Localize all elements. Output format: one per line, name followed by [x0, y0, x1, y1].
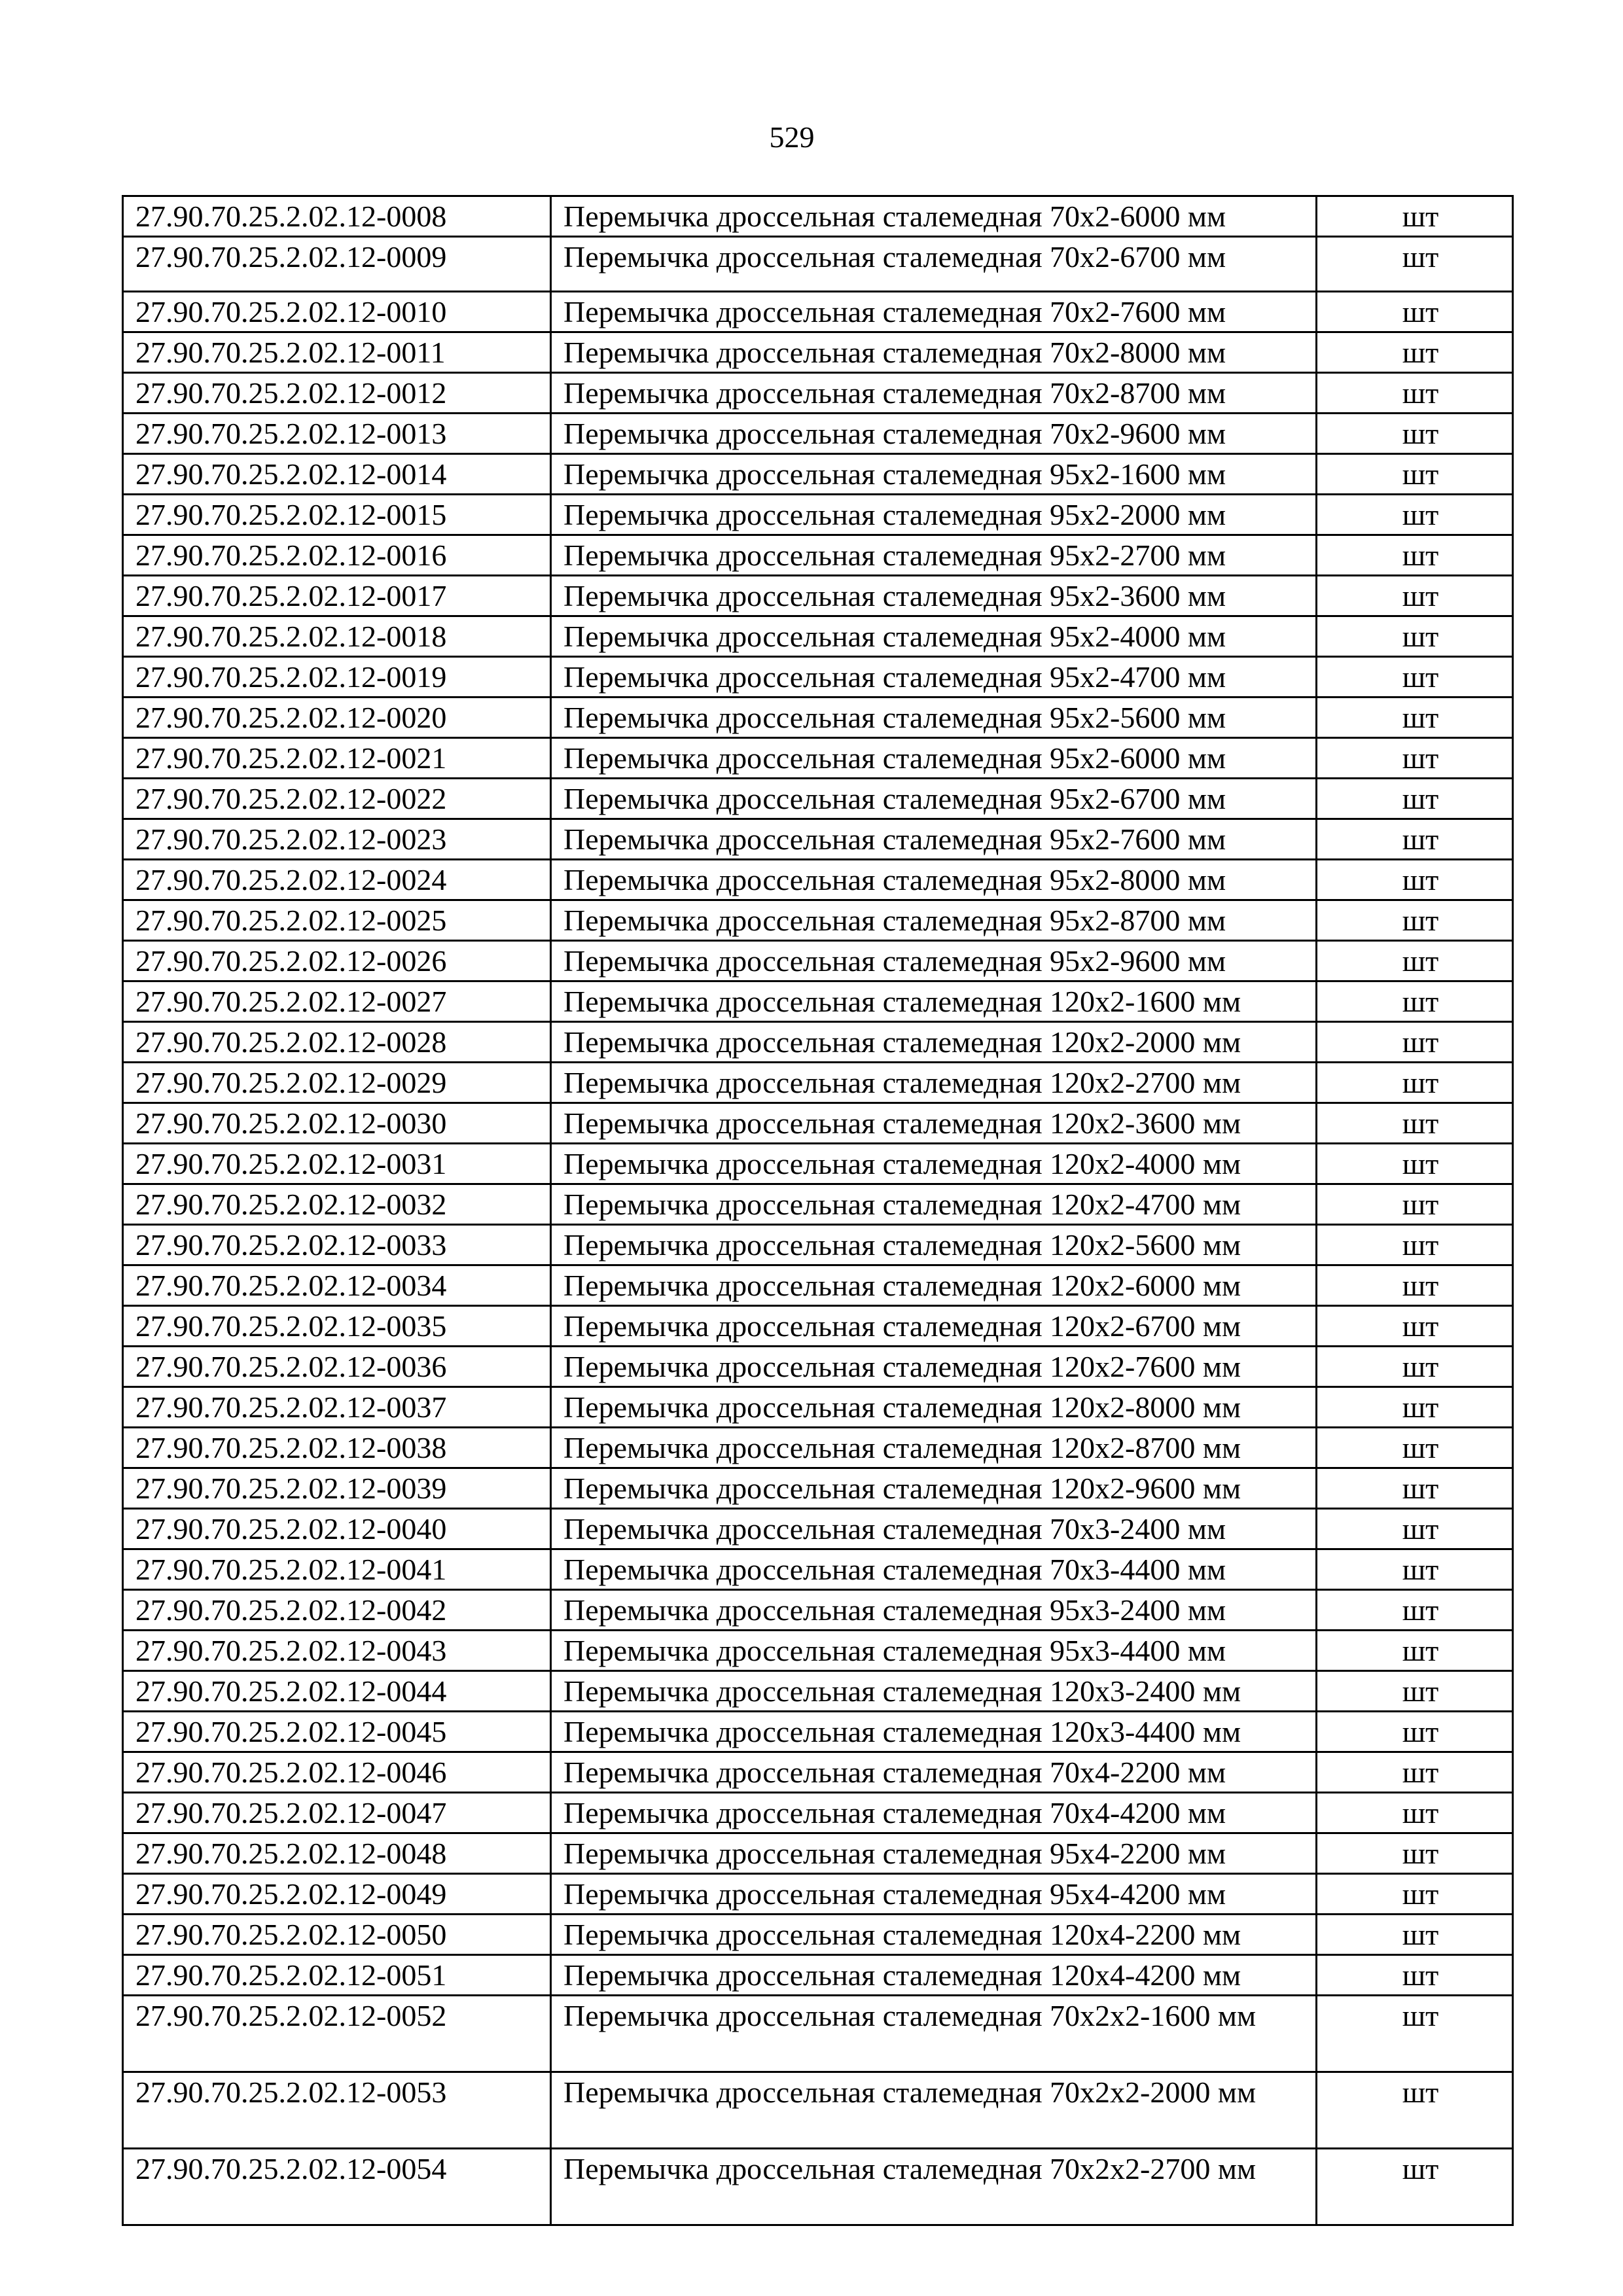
- table-row: [123, 657, 1513, 698]
- item-code-cell: 27.90.70.25.2.02.12-0025: [123, 900, 551, 941]
- item-name-cell: Перемычка дроссельная сталемедная 120х2-1600 мм: [551, 981, 1317, 1022]
- item-unit-cell: шт: [1317, 1022, 1513, 1063]
- item-name-cell: Перемычка дроссельная сталемедная 95х2-4700 мм: [551, 657, 1317, 698]
- item-name-cell: Перемычка дроссельная сталемедная 95х2-3600 мм: [551, 576, 1317, 616]
- table-row: [123, 779, 1513, 819]
- item-unit-cell: шт: [1317, 414, 1513, 454]
- item-name-cell: Перемычка дроссельная сталемедная 70х2х2-1600 мм: [551, 1996, 1317, 2072]
- item-code-cell: 27.90.70.25.2.02.12-0050: [123, 1915, 551, 1955]
- item-unit-cell: шт: [1317, 900, 1513, 941]
- item-code-cell: 27.90.70.25.2.02.12-0054: [123, 2149, 551, 2225]
- table-row: [123, 535, 1513, 576]
- item-name-cell: Перемычка дроссельная сталемедная 120х2-2700 мм: [551, 1063, 1317, 1103]
- item-unit-cell: шт: [1317, 1590, 1513, 1631]
- table-row: [123, 576, 1513, 616]
- table-row: [123, 1955, 1513, 1996]
- table-row: [123, 1265, 1513, 1306]
- catalog-table-body: [123, 196, 1513, 2225]
- item-unit-cell: шт: [1317, 1509, 1513, 1549]
- item-name-cell: Перемычка дроссельная сталемедная 70х3-2400 мм: [551, 1509, 1317, 1549]
- item-code-cell: 27.90.70.25.2.02.12-0018: [123, 616, 551, 657]
- table-row: [123, 616, 1513, 657]
- item-code-cell: 27.90.70.25.2.02.12-0026: [123, 941, 551, 981]
- item-name-cell: Перемычка дроссельная сталемедная 70х2-6000 мм: [551, 196, 1317, 237]
- item-code-cell: 27.90.70.25.2.02.12-0009: [123, 237, 551, 292]
- table-row: [123, 1549, 1513, 1590]
- item-code-cell: 27.90.70.25.2.02.12-0044: [123, 1671, 551, 1712]
- page-number: 529: [769, 120, 815, 154]
- item-name-cell: Перемычка дроссельная сталемедная 120х4-4200 мм: [551, 1955, 1317, 1996]
- table-row: [123, 1915, 1513, 1955]
- item-code-cell: 27.90.70.25.2.02.12-0021: [123, 738, 551, 779]
- table-row: [123, 1063, 1513, 1103]
- item-code-cell: 27.90.70.25.2.02.12-0024: [123, 860, 551, 900]
- item-name-cell: Перемычка дроссельная сталемедная 95х2-8700 мм: [551, 900, 1317, 941]
- item-name-cell: Перемычка дроссельная сталемедная 95х2-5600 мм: [551, 698, 1317, 738]
- item-unit-cell: шт: [1317, 616, 1513, 657]
- item-code-cell: 27.90.70.25.2.02.12-0042: [123, 1590, 551, 1631]
- item-name-cell: Перемычка дроссельная сталемедная 120х3-2400 мм: [551, 1671, 1317, 1712]
- table-row: [123, 495, 1513, 535]
- item-unit-cell: шт: [1317, 495, 1513, 535]
- item-name-cell: Перемычка дроссельная сталемедная 70х2х2-2000 мм: [551, 2072, 1317, 2149]
- table-row: [123, 1184, 1513, 1225]
- item-name-cell: Перемычка дроссельная сталемедная 120х2-9600 мм: [551, 1468, 1317, 1509]
- item-code-cell: 27.90.70.25.2.02.12-0028: [123, 1022, 551, 1063]
- table-row: [123, 1347, 1513, 1387]
- item-unit-cell: шт: [1317, 1549, 1513, 1590]
- table-row: [123, 698, 1513, 738]
- table-row: [123, 2149, 1513, 2225]
- item-code-cell: 27.90.70.25.2.02.12-0035: [123, 1306, 551, 1347]
- item-code-cell: 27.90.70.25.2.02.12-0041: [123, 1549, 551, 1590]
- item-unit-cell: шт: [1317, 1103, 1513, 1144]
- item-code-cell: 27.90.70.25.2.02.12-0039: [123, 1468, 551, 1509]
- item-unit-cell: шт: [1317, 779, 1513, 819]
- item-code-cell: 27.90.70.25.2.02.12-0016: [123, 535, 551, 576]
- item-code-cell: 27.90.70.25.2.02.12-0047: [123, 1793, 551, 1833]
- item-name-cell: Перемычка дроссельная сталемедная 120х2-5600 мм: [551, 1225, 1317, 1265]
- item-code-cell: 27.90.70.25.2.02.12-0040: [123, 1509, 551, 1549]
- item-unit-cell: шт: [1317, 1793, 1513, 1833]
- item-unit-cell: шт: [1317, 1225, 1513, 1265]
- item-unit-cell: шт: [1317, 196, 1513, 237]
- item-name-cell: Перемычка дроссельная сталемедная 70х2-6700 мм: [551, 237, 1317, 292]
- item-code-cell: 27.90.70.25.2.02.12-0046: [123, 1752, 551, 1793]
- item-unit-cell: шт: [1317, 698, 1513, 738]
- item-unit-cell: шт: [1317, 373, 1513, 414]
- item-name-cell: Перемычка дроссельная сталемедная 95х3-2400 мм: [551, 1590, 1317, 1631]
- item-name-cell: Перемычка дроссельная сталемедная 120х2-4000 мм: [551, 1144, 1317, 1184]
- item-code-cell: 27.90.70.25.2.02.12-0038: [123, 1428, 551, 1468]
- item-unit-cell: шт: [1317, 860, 1513, 900]
- table-row: [123, 1874, 1513, 1915]
- item-code-cell: 27.90.70.25.2.02.12-0022: [123, 779, 551, 819]
- item-name-cell: Перемычка дроссельная сталемедная 120х2-4700 мм: [551, 1184, 1317, 1225]
- table-row: [123, 738, 1513, 779]
- table-row: [123, 981, 1513, 1022]
- item-name-cell: Перемычка дроссельная сталемедная 95х2-6000 мм: [551, 738, 1317, 779]
- table-row: [123, 292, 1513, 332]
- table-row: [123, 414, 1513, 454]
- table-row: [123, 1468, 1513, 1509]
- item-name-cell: Перемычка дроссельная сталемедная 95х4-4200 мм: [551, 1874, 1317, 1915]
- item-unit-cell: шт: [1317, 819, 1513, 860]
- table-row: [123, 454, 1513, 495]
- table-row: [123, 1671, 1513, 1712]
- item-code-cell: 27.90.70.25.2.02.12-0036: [123, 1347, 551, 1387]
- item-name-cell: Перемычка дроссельная сталемедная 70х4-2200 мм: [551, 1752, 1317, 1793]
- item-code-cell: 27.90.70.25.2.02.12-0049: [123, 1874, 551, 1915]
- item-unit-cell: шт: [1317, 941, 1513, 981]
- item-unit-cell: шт: [1317, 1712, 1513, 1752]
- item-unit-cell: шт: [1317, 576, 1513, 616]
- item-unit-cell: шт: [1317, 1265, 1513, 1306]
- table-row: [123, 1509, 1513, 1549]
- table-row: [123, 819, 1513, 860]
- item-code-cell: 27.90.70.25.2.02.12-0011: [123, 332, 551, 373]
- table-row: [123, 1103, 1513, 1144]
- table-row: [123, 1387, 1513, 1428]
- item-unit-cell: шт: [1317, 1144, 1513, 1184]
- item-code-cell: 27.90.70.25.2.02.12-0031: [123, 1144, 551, 1184]
- table-row: [123, 1752, 1513, 1793]
- item-unit-cell: шт: [1317, 1387, 1513, 1428]
- item-unit-cell: шт: [1317, 1671, 1513, 1712]
- item-unit-cell: шт: [1317, 292, 1513, 332]
- item-unit-cell: шт: [1317, 1833, 1513, 1874]
- table-row: [123, 1225, 1513, 1265]
- item-code-cell: 27.90.70.25.2.02.12-0019: [123, 657, 551, 698]
- item-code-cell: 27.90.70.25.2.02.12-0014: [123, 454, 551, 495]
- table-row: [123, 237, 1513, 292]
- catalog-table: [122, 195, 1514, 2226]
- item-unit-cell: шт: [1317, 1306, 1513, 1347]
- item-name-cell: Перемычка дроссельная сталемедная 95х2-7600 мм: [551, 819, 1317, 860]
- item-code-cell: 27.90.70.25.2.02.12-0037: [123, 1387, 551, 1428]
- table-row: [123, 860, 1513, 900]
- item-code-cell: 27.90.70.25.2.02.12-0051: [123, 1955, 551, 1996]
- item-name-cell: Перемычка дроссельная сталемедная 120х2-6000 мм: [551, 1265, 1317, 1306]
- item-unit-cell: шт: [1317, 981, 1513, 1022]
- item-name-cell: Перемычка дроссельная сталемедная 95х2-2000 мм: [551, 495, 1317, 535]
- table-row: [123, 196, 1513, 237]
- item-code-cell: 27.90.70.25.2.02.12-0043: [123, 1631, 551, 1671]
- table-row: [123, 941, 1513, 981]
- item-code-cell: 27.90.70.25.2.02.12-0029: [123, 1063, 551, 1103]
- table-row: [123, 1712, 1513, 1752]
- item-code-cell: 27.90.70.25.2.02.12-0045: [123, 1712, 551, 1752]
- table-row: [123, 900, 1513, 941]
- item-name-cell: Перемычка дроссельная сталемедная 95х4-2200 мм: [551, 1833, 1317, 1874]
- item-unit-cell: шт: [1317, 1752, 1513, 1793]
- table-row: [123, 1144, 1513, 1184]
- table-row: [123, 1428, 1513, 1468]
- item-code-cell: 27.90.70.25.2.02.12-0010: [123, 292, 551, 332]
- item-name-cell: Перемычка дроссельная сталемедная 120х2-7600 мм: [551, 1347, 1317, 1387]
- item-code-cell: 27.90.70.25.2.02.12-0020: [123, 698, 551, 738]
- item-name-cell: Перемычка дроссельная сталемедная 95х2-1600 мм: [551, 454, 1317, 495]
- item-name-cell: Перемычка дроссельная сталемедная 95х2-6700 мм: [551, 779, 1317, 819]
- item-unit-cell: шт: [1317, 2149, 1513, 2225]
- item-name-cell: Перемычка дроссельная сталемедная 120х4-2200 мм: [551, 1915, 1317, 1955]
- table-row: [123, 373, 1513, 414]
- item-code-cell: 27.90.70.25.2.02.12-0013: [123, 414, 551, 454]
- item-code-cell: 27.90.70.25.2.02.12-0012: [123, 373, 551, 414]
- item-code-cell: 27.90.70.25.2.02.12-0008: [123, 196, 551, 237]
- item-unit-cell: шт: [1317, 1631, 1513, 1671]
- item-code-cell: 27.90.70.25.2.02.12-0034: [123, 1265, 551, 1306]
- item-name-cell: Перемычка дроссельная сталемедная 120х2-8000 мм: [551, 1387, 1317, 1428]
- table-row: [123, 1833, 1513, 1874]
- item-name-cell: Перемычка дроссельная сталемедная 120х2-6700 мм: [551, 1306, 1317, 1347]
- item-name-cell: Перемычка дроссельная сталемедная 120х2-8700 мм: [551, 1428, 1317, 1468]
- item-code-cell: 27.90.70.25.2.02.12-0030: [123, 1103, 551, 1144]
- table-row: [123, 1590, 1513, 1631]
- item-unit-cell: шт: [1317, 1468, 1513, 1509]
- item-unit-cell: шт: [1317, 2072, 1513, 2149]
- item-name-cell: Перемычка дроссельная сталемедная 95х3-4400 мм: [551, 1631, 1317, 1671]
- item-name-cell: Перемычка дроссельная сталемедная 95х2-9600 мм: [551, 941, 1317, 981]
- item-code-cell: 27.90.70.25.2.02.12-0032: [123, 1184, 551, 1225]
- item-unit-cell: шт: [1317, 657, 1513, 698]
- item-unit-cell: шт: [1317, 1955, 1513, 1996]
- item-unit-cell: шт: [1317, 237, 1513, 292]
- item-name-cell: Перемычка дроссельная сталемедная 95х2-8000 мм: [551, 860, 1317, 900]
- item-unit-cell: шт: [1317, 1915, 1513, 1955]
- table-row: [123, 1996, 1513, 2072]
- item-unit-cell: шт: [1317, 1996, 1513, 2072]
- item-name-cell: Перемычка дроссельная сталемедная 70х3-4400 мм: [551, 1549, 1317, 1590]
- item-unit-cell: шт: [1317, 1874, 1513, 1915]
- item-name-cell: Перемычка дроссельная сталемедная 120х3-4400 мм: [551, 1712, 1317, 1752]
- table-row: [123, 332, 1513, 373]
- item-code-cell: 27.90.70.25.2.02.12-0048: [123, 1833, 551, 1874]
- item-unit-cell: шт: [1317, 332, 1513, 373]
- item-name-cell: Перемычка дроссельная сталемедная 70х2-7600 мм: [551, 292, 1317, 332]
- item-name-cell: Перемычка дроссельная сталемедная 120х2-3600 мм: [551, 1103, 1317, 1144]
- item-unit-cell: шт: [1317, 535, 1513, 576]
- item-code-cell: 27.90.70.25.2.02.12-0053: [123, 2072, 551, 2149]
- item-name-cell: Перемычка дроссельная сталемедная 95х2-2700 мм: [551, 535, 1317, 576]
- item-name-cell: Перемычка дроссельная сталемедная 70х2-9600 мм: [551, 414, 1317, 454]
- item-code-cell: 27.90.70.25.2.02.12-0015: [123, 495, 551, 535]
- item-name-cell: Перемычка дроссельная сталемедная 70х2-8700 мм: [551, 373, 1317, 414]
- item-name-cell: Перемычка дроссельная сталемедная 70х2-8000 мм: [551, 332, 1317, 373]
- item-name-cell: Перемычка дроссельная сталемедная 70х2х2-2700 мм: [551, 2149, 1317, 2225]
- item-name-cell: Перемычка дроссельная сталемедная 120х2-2000 мм: [551, 1022, 1317, 1063]
- table-row: [123, 1022, 1513, 1063]
- item-code-cell: 27.90.70.25.2.02.12-0023: [123, 819, 551, 860]
- item-unit-cell: шт: [1317, 738, 1513, 779]
- table-row: [123, 1793, 1513, 1833]
- table-row: [123, 2072, 1513, 2149]
- item-code-cell: 27.90.70.25.2.02.12-0052: [123, 1996, 551, 2072]
- item-unit-cell: шт: [1317, 1184, 1513, 1225]
- item-unit-cell: шт: [1317, 1428, 1513, 1468]
- item-unit-cell: шт: [1317, 1347, 1513, 1387]
- item-code-cell: 27.90.70.25.2.02.12-0027: [123, 981, 551, 1022]
- item-unit-cell: шт: [1317, 454, 1513, 495]
- table-row: [123, 1306, 1513, 1347]
- item-code-cell: 27.90.70.25.2.02.12-0033: [123, 1225, 551, 1265]
- item-name-cell: Перемычка дроссельная сталемедная 70х4-4200 мм: [551, 1793, 1317, 1833]
- item-name-cell: Перемычка дроссельная сталемедная 95х2-4000 мм: [551, 616, 1317, 657]
- item-unit-cell: шт: [1317, 1063, 1513, 1103]
- table-row: [123, 1631, 1513, 1671]
- item-code-cell: 27.90.70.25.2.02.12-0017: [123, 576, 551, 616]
